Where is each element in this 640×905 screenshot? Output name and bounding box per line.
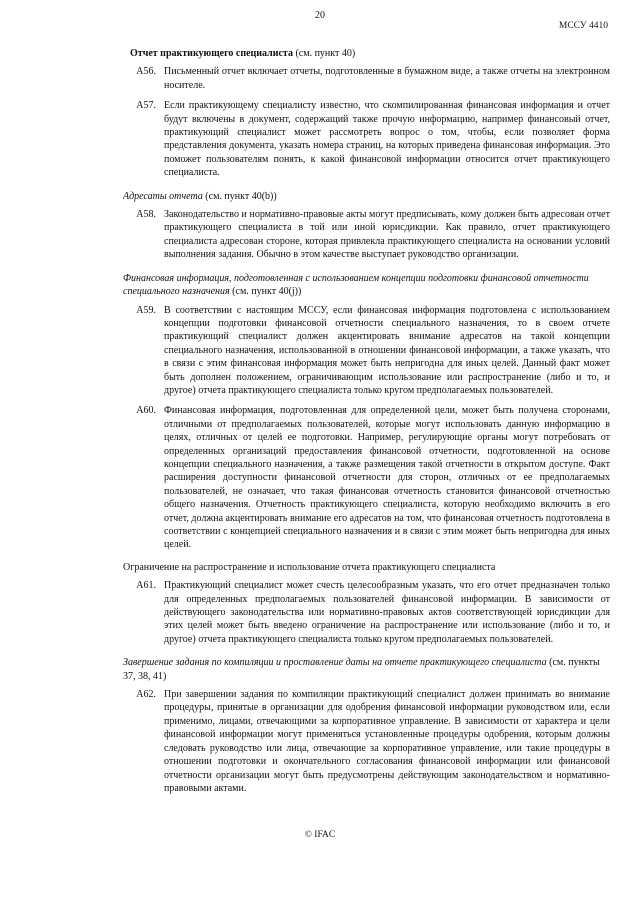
paragraph-text: Законодательство и нормативно-правовые акты могут предписывать, кому должен быть адресован отчет практикующего специалиста в той или иной юрисдикции. Как правило, отчет практикующего специалиста адресован стороне, которая привлекла практикующего специалиста на основании условий выполнения задания. Обычно в этом качестве выступает руководство организации. [164, 209, 610, 261]
section-heading-special-purpose: Финансовая информация, подготовленная с использованием концепции подготовки финансовой отчетности специального назначения (см. пункт 40(j)) [123, 272, 589, 298]
paragraph-a56 [118, 65, 610, 92]
paragraph-text: Финансовая информация, подготовленная для определенной цели, может быть получена сторонами, отличными от предполагаемых пользователей, которые могут использовать данную информацию в целях, отличных от целей ее подготовки. Например, регулирующие органы могут потребовать от определенных организаций предоставления финансовой отчетности, подготовленной на основе концепции специального назначения, а также размещения такой отчетности в открытом доступе. Факт расширения доступности финансовой отчетности для сторон, отличных от ее предполагаемых пользователей, не означает, что такая финансовая отчетность становится финансовой отчетностью общего назначения. Отчетность практикующего специалиста, которую необходимо включить в его отчет, должна акцентировать внимание его адресатов на том, что финансовая отчетность подготовлена в соответствии с концепцией специального назначения и в связи с этим может быть непригодна для иных целей. [164, 405, 610, 551]
paragraph-number: A57. [136, 100, 156, 112]
paragraph-text: Письменный отчет включает отчеты, подготовленные в бумажном виде, а также отчеты на электронном носителе. [164, 66, 610, 91]
paragraph-number: A59. [136, 304, 156, 316]
document-code: МССУ 4410 [558, 21, 608, 31]
paragraph-text: В соответствии с настоящим МССУ, если финансовая информация подготовлена с использованием концепции подготовки финансовой отчетности специального назначения, то в своем отчете практикующий специалист должен акцентировать внимание адресатов на такой концепции специального назначения, использованной в отношении финансовой информации, а также указать, что в связи с этим финансовая информация может быть непригодна для иных целей. Данный факт может быть дополнен положением, ограничивающим использование или распространение (либо и то, и другое) отчета практикующего специалиста только кругом предполагаемых пользователей. [164, 304, 610, 396]
paragraph-number: A61. [136, 580, 156, 592]
section-heading-report: Отчет практикующего специалиста (см. пункт 40) [130, 48, 356, 59]
page-footer: © IFAC [304, 830, 336, 840]
section-heading-addressees: Адресаты отчета (см. пункт 40(b)) [123, 190, 277, 202]
paragraph-number: A62. [136, 689, 156, 701]
paragraph-text: Если практикующему специалисту известно, что скомпилированная финансовая информация и отчет будут включены в документ, содержащий также прочую информацию, например финансовый отчет, практикующий специалист может рассмотреть вопрос о том, чтобы, если позволяет форма представления документа, указать номера страниц, на которых приведена финансовая информация. Это поможет пользователям понять, к какой финансовой информации относится отчет практикующего специалиста. [164, 100, 610, 179]
section-heading-restriction: Ограничение на распространение и использование отчета практикующего специалиста [123, 561, 496, 573]
paragraph-a61 [118, 579, 610, 646]
paragraph-a58 [118, 208, 610, 262]
document-body [118, 47, 610, 802]
paragraph-a57 [118, 99, 610, 179]
paragraph-a60 [118, 404, 610, 551]
page-number: 20 [315, 10, 325, 21]
paragraph-a59 [118, 304, 610, 398]
paragraph-number: A56. [136, 66, 156, 78]
paragraph-a62 [118, 688, 610, 795]
paragraph-text: Практикующий специалист может счесть целесообразным указать, что его отчет предназначен только для определенных предполагаемых пользователей финансовой информации. В зависимости от действующего законодательства или нормативно-правовых актов соответствующей юрисдикции для этих целей может быть введено ограничение на распространение или использование (либо и то, и другое) отчета практикующего специалиста только кругом предполагаемых пользователей. [164, 580, 610, 645]
paragraph-number: A58. [136, 209, 156, 221]
paragraph-number: A60. [136, 405, 156, 417]
paragraph-text: При завершении задания по компиляции практикующий специалист должен принимать во внимание процедуры, принятые в организации для одобрения финансовой информации руководством или, если применимо, лицами, отвечающими за корпоративное управление. В зависимости от характера и цели финансовой информации могут применяться установленные процедуры одобрения, которым должны следовать руководство или лица, отвечающие за корпоративное управление, или такие процедуры в отношении подготовки и окончательного согласования финансовой информации или финансовой отчетности организации могут быть предусмотрены действующим законодательством и нормативно-правовыми актами. [164, 689, 610, 794]
section-heading-completion: Завершение задания по компиляции и проставление даты на отчете практикующего специалиста (см. пункты 37, 38, 41) [123, 657, 600, 682]
